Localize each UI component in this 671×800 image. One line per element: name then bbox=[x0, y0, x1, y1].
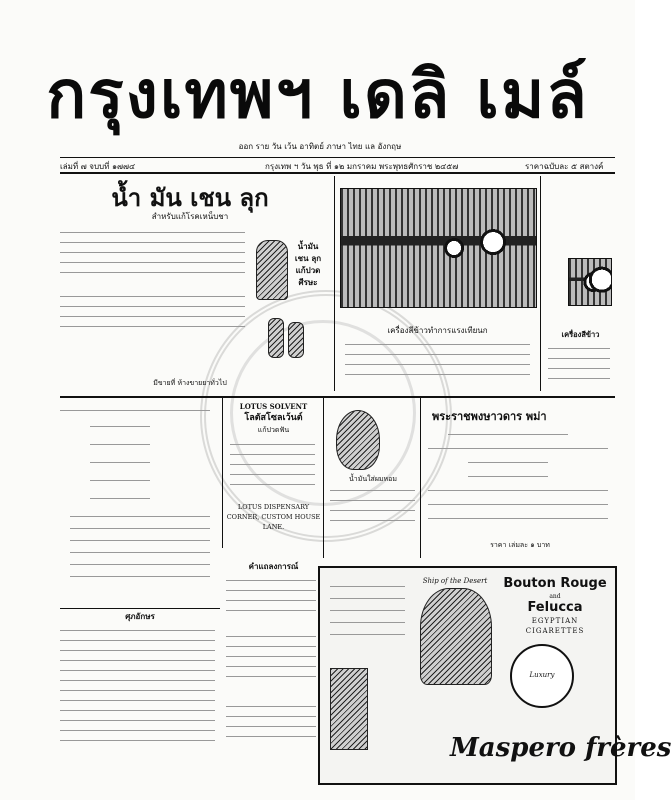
oil-footer: มีขายที่ ห้างขายยาทั่วไป bbox=[153, 379, 227, 387]
col-rule-4 bbox=[323, 398, 324, 558]
masthead-subtitle: ออก ราย วัน เว้น อาทิตย์ ภาษา ไทย แล อังกฤษ bbox=[238, 142, 402, 151]
machine-caption: เครื่องสีข้าวทำการแรงเทียนก bbox=[387, 326, 488, 335]
lotus-address-2: CORNER, CUSTOM HOUSE bbox=[226, 513, 321, 521]
oil-side-caption-2: เชน ลุก bbox=[294, 254, 322, 263]
royal-headline: พระราชพงษาวดาร พม่า bbox=[432, 410, 547, 423]
brand-bouton-rouge: Bouton Rouge bbox=[503, 576, 607, 591]
issue-price: ราคาฉบับละ ๕ สตางค์ bbox=[525, 162, 604, 171]
dateline bbox=[60, 160, 610, 170]
woman-portrait-illustration bbox=[336, 410, 380, 470]
right-column-heading: เครื่องสีข้าว bbox=[561, 330, 600, 339]
lower-center-lines bbox=[226, 576, 321, 776]
lotus-body-lines bbox=[230, 440, 315, 495]
col-rule-2 bbox=[540, 176, 541, 391]
issue-number: เล่มที่ ๗ จบบที่ ๑๗๗๔ bbox=[60, 162, 136, 171]
listing-lines bbox=[60, 404, 218, 604]
oil-kicker: สำหรับแก้โรคเหน็บชา bbox=[151, 212, 229, 221]
oil-headline: น้ำ มัน เชน ลุก bbox=[111, 184, 269, 212]
lotus-name-en: LOTUS SOLVENT bbox=[239, 402, 308, 411]
brand-felucca: Felucca bbox=[527, 600, 583, 615]
dateline-rule bbox=[60, 172, 615, 174]
luxury-label: Luxury bbox=[529, 671, 555, 679]
issue-date: กรุงเทพ ฯ วัน พุธ ที่ ๑๒ มกราคม พระพุทธศักราช ๒๔๕๗ bbox=[265, 162, 459, 171]
top-rule bbox=[60, 157, 615, 158]
standing-figure-1 bbox=[268, 318, 284, 358]
brand-origin: EGYPTIAN bbox=[531, 617, 579, 625]
ship-label: Ship of the Desert bbox=[422, 577, 488, 585]
oil-side-caption-4: ศีรษะ bbox=[298, 278, 318, 287]
royal-price: ราคา เล่มละ ๑ บาท bbox=[490, 541, 550, 549]
col-rule-3 bbox=[222, 398, 223, 548]
lotus-address-3: LANE. bbox=[262, 523, 285, 531]
masthead-title: กรุงเทพฯ เดลิ เมล์ bbox=[46, 56, 589, 133]
machine-body-lines bbox=[345, 340, 530, 385]
small-machine-illustration bbox=[568, 258, 612, 306]
col-rule-1 bbox=[334, 176, 335, 391]
luxury-medallion bbox=[510, 644, 574, 708]
brand-product: CIGARETTES bbox=[525, 627, 585, 635]
bottom-left-heading: ศุภอักษร bbox=[125, 612, 155, 621]
oil-side-caption-3: แก้ปวด bbox=[295, 266, 321, 275]
royal-body-lines bbox=[428, 430, 613, 530]
lotus-address-1: LOTUS DISPENSARY bbox=[237, 503, 310, 511]
col-rule-5 bbox=[420, 398, 421, 558]
lotus-name-th: โลตัสโซลเว้นต์ bbox=[244, 413, 303, 423]
lotus-sub: แก้ปวดฟัน bbox=[257, 426, 290, 434]
cigarette-pack-illustration bbox=[330, 668, 368, 750]
bouton-thai-lines bbox=[330, 578, 410, 658]
seated-figure-illustration bbox=[256, 240, 288, 300]
hair-ad-lines bbox=[330, 486, 415, 546]
standing-figure-2 bbox=[288, 322, 304, 358]
lower-left-rule bbox=[60, 608, 220, 609]
bouton-rouge-ad bbox=[318, 566, 671, 785]
right-column-lines bbox=[548, 344, 613, 389]
hair-ad-caption: น้ำมันใส่ผมหอม bbox=[349, 475, 397, 483]
oil-body-lines bbox=[60, 226, 250, 344]
lower-center-heading: คำแถลงการณ์ bbox=[248, 562, 299, 571]
brand-and: and bbox=[549, 593, 561, 600]
ship-of-desert-illustration bbox=[420, 588, 492, 685]
middle-rule bbox=[60, 396, 615, 398]
maspero-signature: Maspero frères bbox=[450, 733, 671, 763]
oil-side-caption-1: น้ำมัน bbox=[297, 242, 319, 251]
bottom-left-lines bbox=[60, 626, 220, 776]
rice-mill-machine-illustration bbox=[340, 188, 537, 308]
